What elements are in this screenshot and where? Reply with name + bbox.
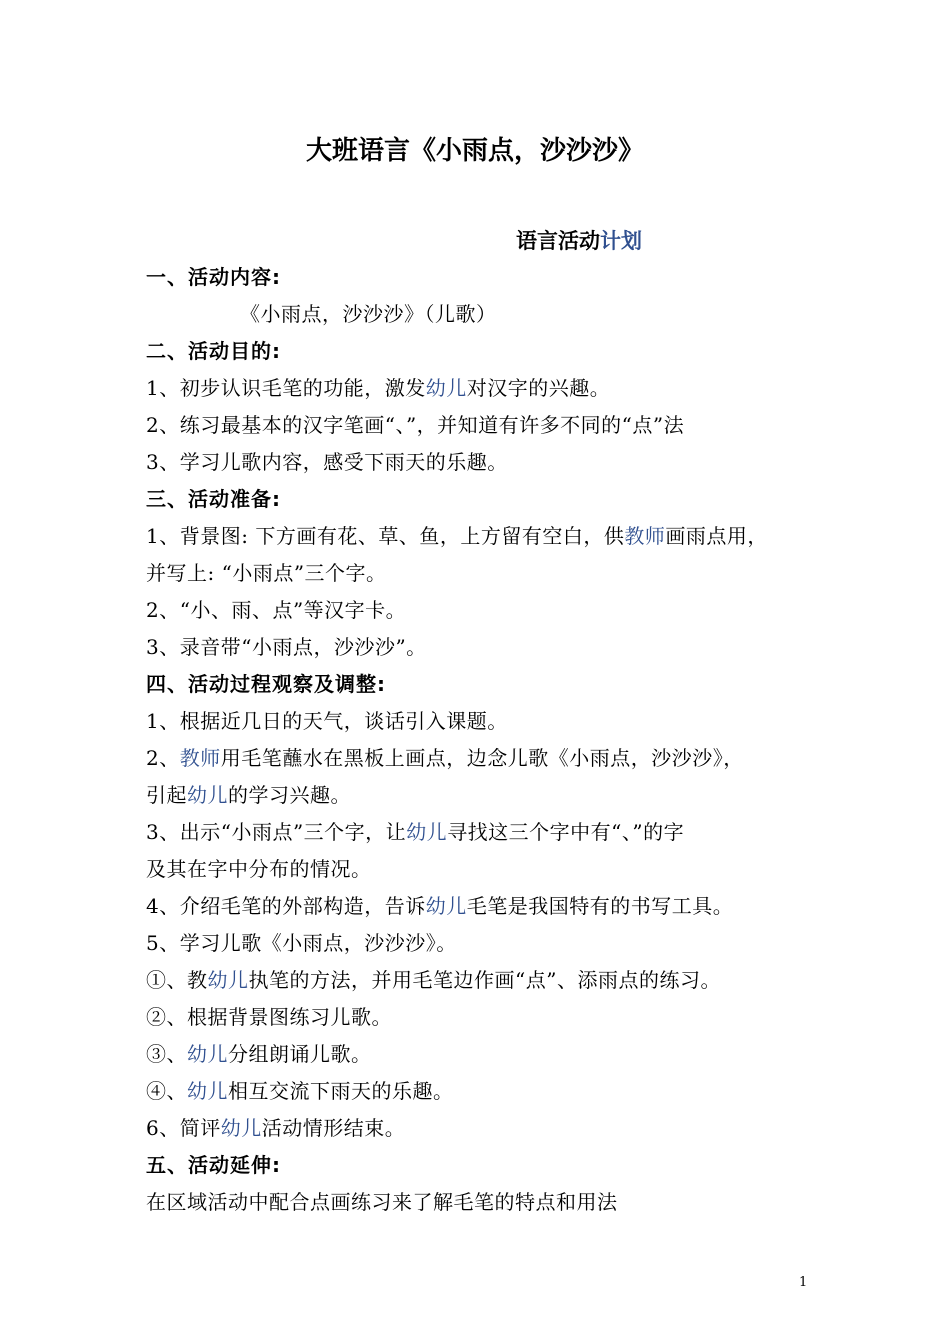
highlighted-term: 幼儿 [425, 894, 467, 918]
text-segment: ④、 [146, 1079, 187, 1103]
text-segment: 画雨点用， [665, 524, 768, 548]
text-line [146, 558, 387, 588]
text-line [146, 1002, 392, 1032]
text-segment: ①、教 [146, 968, 208, 992]
text-segment: 寻找这三个字中有“、”的字 [447, 820, 685, 844]
text-segment: 二、活动目的: [146, 339, 281, 363]
text-segment: ②、根据背景图练习儿歌。 [146, 1005, 392, 1029]
section-heading [146, 262, 281, 292]
text-segment: 活动情形结束。 [261, 1116, 406, 1140]
text-line [146, 965, 721, 995]
highlighted-term: 幼儿 [406, 820, 448, 844]
highlighted-term: 幼儿 [425, 376, 467, 400]
highlighted-term: 幼儿 [187, 1079, 228, 1103]
highlighted-term: 幼儿 [187, 783, 228, 807]
text-line [146, 595, 406, 625]
text-line [146, 447, 508, 477]
text-segment: 3、出示“小雨点”三个字，让 [146, 820, 407, 844]
text-segment: 6、简评 [146, 1116, 221, 1140]
section-heading [146, 336, 281, 366]
subtitle-part-2: 计划 [600, 228, 642, 253]
page-number: 1 [799, 1275, 808, 1290]
section-heading [146, 1150, 281, 1180]
text-segment: 三、活动准备: [146, 487, 281, 511]
text-segment: 的学习兴趣。 [228, 783, 351, 807]
text-segment: 1、背景图: 下方画有花、草、鱼，上方留有空白，供 [146, 524, 625, 548]
text-segment: 四、活动过程观察及调整: [146, 672, 386, 696]
text-segment: 2、练习最基本的汉字笔画“、”，并知道有许多不同的“点”法 [146, 413, 685, 437]
document-title: 大班语言《小雨点，沙沙沙》 [305, 136, 644, 166]
text-segment: 对汉字的兴趣。 [466, 376, 611, 400]
text-segment: 引起 [146, 783, 187, 807]
section-heading [146, 669, 386, 699]
text-line [146, 1039, 372, 1069]
text-segment: 一、活动内容: [146, 265, 281, 289]
text-line [146, 854, 372, 884]
text-line [146, 1076, 454, 1106]
text-line [146, 743, 744, 773]
highlighted-term: 幼儿 [220, 1116, 262, 1140]
text-line [146, 521, 768, 551]
text-line [146, 1113, 405, 1143]
text-line [146, 928, 457, 958]
text-line [146, 817, 684, 847]
text-segment: 3、录音带“小雨点，沙沙沙”。 [146, 635, 427, 659]
text-segment: 分组朗诵儿歌。 [228, 1042, 372, 1066]
text-line [240, 299, 497, 329]
text-segment: 2、“小、雨、点”等汉字卡。 [146, 598, 407, 622]
text-line [146, 891, 733, 921]
highlighted-term: 幼儿 [207, 968, 249, 992]
highlighted-term: 教师 [179, 746, 221, 770]
text-segment: 执笔的方法，并用毛笔边作画“点”、添雨点的练习。 [248, 968, 721, 992]
text-segment: 《小雨点，沙沙沙》（儿歌） [240, 302, 497, 326]
subtitle-part-1: 语言活动 [516, 228, 600, 253]
text-line [146, 632, 427, 662]
highlighted-term: 幼儿 [187, 1042, 228, 1066]
text-segment: 用毛笔蘸水在黑板上画点，边念儿歌《小雨点，沙沙沙》， [220, 746, 744, 770]
text-line [146, 780, 351, 810]
document-subtitle [516, 226, 642, 256]
text-line [146, 1187, 618, 1217]
text-segment: 2、 [146, 746, 180, 770]
text-segment: ③、 [146, 1042, 187, 1066]
text-segment: 并写上: “小雨点”三个字。 [146, 561, 387, 585]
text-line [146, 410, 684, 440]
text-segment: 1、初步认识毛笔的功能，激发 [146, 376, 426, 400]
text-line [146, 373, 610, 403]
text-segment: 4、介绍毛笔的外部构造，告诉 [146, 894, 426, 918]
text-segment: 1、根据近几日的天气，谈话引入课题。 [146, 709, 508, 733]
text-segment: 5、学习儿歌《小雨点，沙沙沙》。 [146, 931, 457, 955]
text-segment: 五、活动延伸: [146, 1153, 281, 1177]
text-segment: 在区域活动中配合点画练习来了解毛笔的特点和用法 [146, 1190, 618, 1214]
text-segment: 3、学习儿歌内容，感受下雨天的乐趣。 [146, 450, 508, 474]
text-segment: 及其在字中分布的情况。 [146, 857, 372, 881]
text-line [146, 706, 508, 736]
section-heading [146, 484, 281, 514]
text-segment: 毛笔是我国特有的书写工具。 [466, 894, 734, 918]
text-segment: 相互交流下雨天的乐趣。 [228, 1079, 454, 1103]
highlighted-term: 教师 [624, 524, 666, 548]
